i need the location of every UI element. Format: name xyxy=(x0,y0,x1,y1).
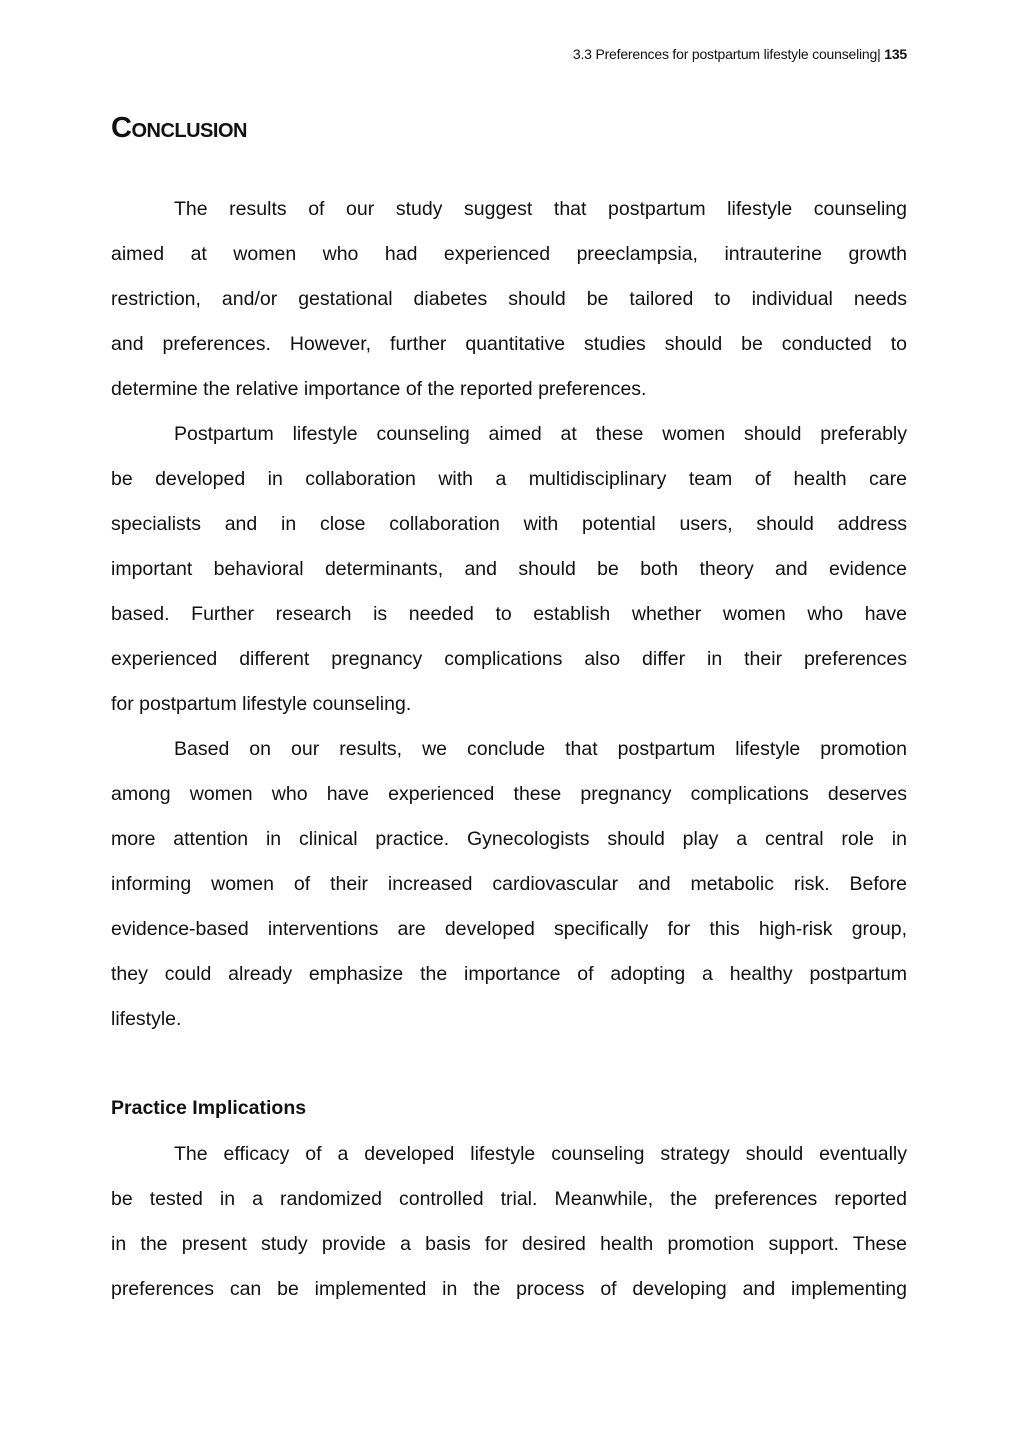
text-line: aimed at women who had experienced preeclampsia, intrauterine growth xyxy=(111,243,907,265)
text-line: based. Further research is needed to establish whether women who have xyxy=(111,603,907,625)
text-line: evidence-based interventions are developed specifically for this high-risk group, xyxy=(111,918,907,940)
text-line: Based on our results, we conclude that postpartum lifestyle promotion xyxy=(174,738,907,760)
running-title: 3.3 Preferences for postpartum lifestyle counseling xyxy=(572,46,878,62)
subheading-practice-implications: Practice Implications xyxy=(111,1097,307,1119)
text-line: The efficacy of a developed lifestyle counseling strategy should eventually xyxy=(174,1143,907,1165)
running-header xyxy=(573,46,907,62)
text-line: Postpartum lifestyle counseling aimed at these women should preferably xyxy=(174,423,907,445)
text-line: more attention in clinical practice. Gynecologists should play a central role in xyxy=(111,828,907,850)
header-separator: | xyxy=(877,46,881,62)
text-line: for postpartum lifestyle counseling. xyxy=(111,693,412,715)
text-line: among women who have experienced these pregnancy complications deserves xyxy=(111,783,907,805)
paragraph xyxy=(111,1132,907,1312)
text-line: The results of our study suggest that postpartum lifestyle counseling xyxy=(174,198,907,220)
text-line: preferences can be implemented in the process of developing and implementing xyxy=(111,1278,907,1300)
paragraph xyxy=(111,187,907,412)
paragraph xyxy=(111,412,907,727)
text-line: they could already emphasize the importance of adopting a healthy postpartum xyxy=(111,963,907,985)
text-line: be tested in a randomized controlled trial. Meanwhile, the preferences reported xyxy=(111,1188,907,1210)
text-line: specialists and in close collaboration with potential users, should address xyxy=(111,513,907,535)
text-line: experienced different pregnancy complications also differ in their preferences xyxy=(111,648,907,670)
text-line: and preferences. However, further quantitative studies should be conducted to xyxy=(111,333,907,355)
text-line: important behavioral determinants, and should be both theory and evidence xyxy=(111,558,907,580)
text-line: lifestyle. xyxy=(111,1008,182,1030)
paragraph xyxy=(111,727,907,1042)
page-number: 135 xyxy=(884,46,907,62)
text-line: be developed in collaboration with a multidisciplinary team of health care xyxy=(111,468,907,490)
section-title: Conclusion xyxy=(111,112,247,144)
text-line: informing women of their increased cardiovascular and metabolic risk. Before xyxy=(111,873,907,895)
text-line: restriction, and/or gestational diabetes should be tailored to individual needs xyxy=(111,288,907,310)
text-line: in the present study provide a basis for desired health promotion support. These xyxy=(111,1233,907,1255)
text-line: determine the relative importance of the reported preferences. xyxy=(111,378,647,400)
